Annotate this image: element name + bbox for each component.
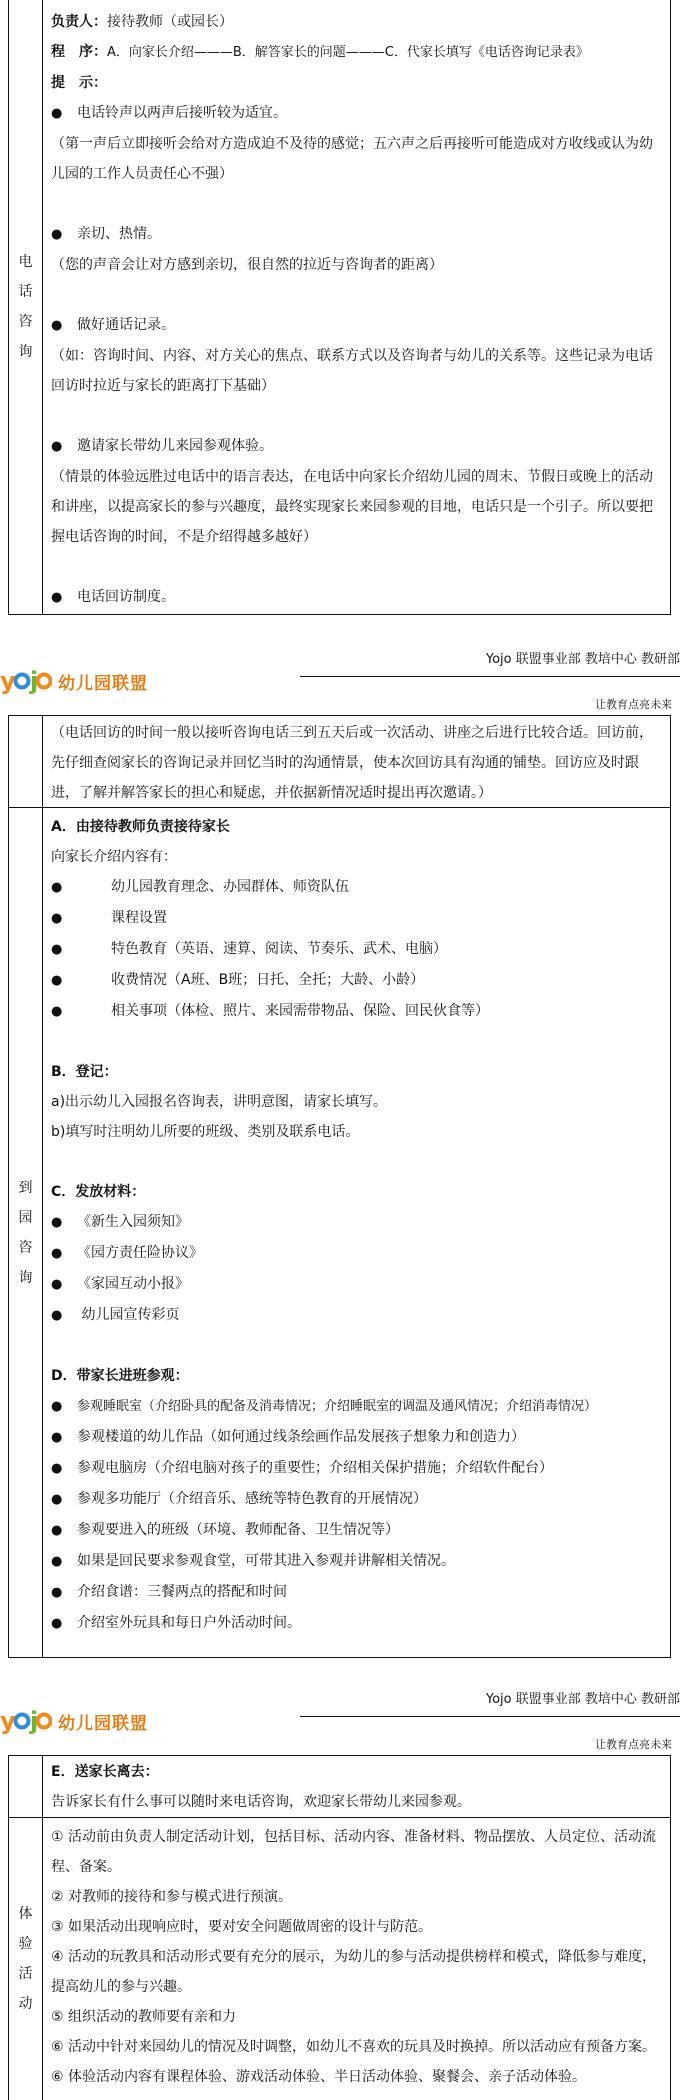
tip-item <box>51 98 664 129</box>
tip-note: （情景的体验远胜过电话中的语言表达，在电话中向家长介绍幼儿园的周末、节假日或晚上的活动和讲座，以提高家长的参与兴趣度，最终实现家长来园参观的目地，电话只是一个引子。所以要把握电话咨询的时间，不是介绍得越多越好） <box>51 469 653 545</box>
list-item <box>51 1546 664 1577</box>
bullet-icon: ● <box>51 1399 63 1414</box>
callback-table <box>8 715 671 808</box>
item-text: 介绍食谱：三餐两点的搭配和时间 <box>77 1584 287 1600</box>
item-text: 参观楼道的幼儿作品（如何通过线条绘画作品发展孩子想象力和创造力） <box>77 1429 525 1445</box>
org-name: Yojo 联盟事业部 教培中心 教研部 <box>485 652 680 667</box>
tip-title: 电话铃声以两声后接听较为适宜。 <box>77 105 287 121</box>
list-item <box>51 965 664 996</box>
list-item: ⑥ 体验活动内容有课程体验、游戏活动体验、半日活动体验、聚餐会、亲子活动体验。 <box>51 2069 586 2085</box>
section-a-intro: 向家长介绍内容有： <box>51 849 177 865</box>
item-text: 参观要进入的班级（环境、教师配备、卫生情况等） <box>77 1522 399 1538</box>
tip-item <box>51 582 664 613</box>
page-header <box>0 640 680 715</box>
item-text: 《新生入园须知》 <box>77 1214 189 1230</box>
bullet-icon: ● <box>51 1461 63 1476</box>
item-text: 《园方责任险协议》 <box>77 1245 203 1261</box>
list-item <box>51 1515 664 1546</box>
item-text: 幼儿园宣传彩页 <box>77 1307 180 1323</box>
bullet-icon: ● <box>51 942 63 957</box>
item-text: 相关事项（体检、照片、来园需带物品、保险、回民伙食等） <box>111 1003 489 1019</box>
list-item: ① 活动前由负责人制定活动计划，包括目标、活动内容、准备材料、物品摆放、人员定位、活动流程、备案。 <box>51 1829 656 1875</box>
list-item <box>51 1300 664 1331</box>
experience-label <box>19 1906 33 2012</box>
list-item <box>51 1269 664 1300</box>
list-item: ⑤ 组织活动的教师要有亲和力 <box>51 2009 237 2025</box>
tip-note: （如：咨询时间、内容、对方关心的焦点、联系方式以及咨询者与幼儿的关系等。这些记录为电话回访时拉近与家长的距离打下基础） <box>51 348 653 394</box>
list-item: ② 对教师的接待和参与模式进行预演。 <box>51 1889 292 1905</box>
experience-content <box>43 1818 670 2100</box>
tip-note: （您的声音会让对方感到亲切，很自然的拉近与咨询者的距离） <box>51 257 443 273</box>
list-item <box>51 1453 664 1484</box>
bullet-icon: ● <box>51 106 63 121</box>
page-header <box>0 1680 680 1755</box>
responsible-line <box>51 7 664 37</box>
bullet-icon: ● <box>51 439 63 454</box>
phone-consult-label <box>19 254 33 360</box>
list-item <box>51 934 664 965</box>
bullet-icon: ● <box>51 1277 63 1292</box>
header-rule <box>300 1716 680 1717</box>
item-text: 《家园互动小报》 <box>77 1276 189 1292</box>
list-item <box>51 1207 664 1238</box>
callback-text: （电话回访的时间一般以接听咨询电话三到五天后或一次活动、讲座之后进行比较合适。回访前，先仔细查阅家长的咨询记录并回忆当时的沟通情景，使本次回访具有沟通的铺垫。回访应及时跟进，了解并解答家长的担心和疑虑，并依据新情况适时提出再次邀请。） <box>51 725 653 801</box>
tip-title: 电话回访制度。 <box>77 589 175 605</box>
svg-text:y: y <box>0 667 16 695</box>
visit-consult-label-cell <box>9 808 43 1657</box>
section-c-title: C．发放材料： <box>51 1184 146 1200</box>
list-item <box>51 1391 664 1422</box>
section-e-text: 告诉家长有什么事可以随时来电话咨询，欢迎家长带幼儿来园参观。 <box>51 1794 471 1810</box>
bullet-icon: ● <box>51 1004 63 1019</box>
tip-title: 亲切、热情。 <box>77 226 161 242</box>
farewell-table <box>8 1755 671 1818</box>
svg-text:j: j <box>30 1707 39 1735</box>
bullet-icon: ● <box>51 1616 63 1631</box>
section-d-title: D．带家长进班参观： <box>51 1368 189 1384</box>
section-b-title: B．登记： <box>51 1064 118 1080</box>
item-text: 特色教育（英语、速算、阅读、节奏乐、武术、电脑） <box>111 941 447 957</box>
bullet-icon: ● <box>51 590 63 605</box>
label-char: 到 <box>18 1179 33 1196</box>
bullet-icon: ● <box>51 1492 63 1507</box>
logo <box>0 666 148 696</box>
tip-item <box>51 431 664 462</box>
tip-item <box>51 310 664 341</box>
header-rule <box>300 676 680 677</box>
field-label: 负责人： <box>51 14 107 30</box>
section-e-title: E．送家长离去： <box>51 1764 159 1780</box>
org-name: Yojo 联盟事业部 教培中心 教研部 <box>485 1692 680 1707</box>
bullet-icon: ● <box>51 1308 63 1323</box>
yojo-logo-icon <box>0 666 52 696</box>
callback-content <box>43 716 670 807</box>
experience-label-cell <box>9 1818 43 2100</box>
phone-consult-content <box>43 0 670 614</box>
bullet-icon: ● <box>51 1554 63 1569</box>
logo <box>0 1706 148 1736</box>
bullet-icon: ● <box>51 1585 63 1600</box>
phone-consult-table <box>8 0 671 615</box>
item-text: 介绍室外玩具和每日户外活动时间。 <box>77 1615 301 1631</box>
tip-note: （第一声后立即接听会给对方造成迫不及待的感觉；五六声之后再接听可能造成对方收线或认为幼儿园的工作人员责任心不强） <box>51 136 653 182</box>
svg-text:j: j <box>30 667 39 695</box>
yojo-logo-icon <box>0 1706 52 1736</box>
logo-text: 幼儿园联盟 <box>58 673 148 694</box>
label-char: 电 <box>18 254 33 270</box>
tip-title: 邀请家长带幼儿来园参观体验。 <box>77 438 273 454</box>
visit-consult-content <box>43 808 670 1657</box>
slogan: 让教育点亮未来 <box>595 1738 672 1751</box>
label-char: 咨 <box>18 314 33 330</box>
bullet-icon: ● <box>51 880 63 895</box>
item-text: 参观多功能厅（介绍音乐、感统等特色教育的开展情况） <box>77 1491 427 1507</box>
tip-title: 做好通话记录。 <box>77 317 175 333</box>
list-item: b)填写时注明幼儿所要的班级、类别及联系电话。 <box>51 1124 360 1140</box>
bullet-icon: ● <box>51 227 63 242</box>
bullet-icon: ● <box>51 1523 63 1538</box>
phone-consult-label-cell <box>9 0 43 614</box>
field-label: 程 序： <box>51 44 107 60</box>
label-char: 体 <box>18 1906 33 1922</box>
item-text: 幼儿园教育理念、办园群体、师资队伍 <box>111 879 349 895</box>
field-label: 提 示： <box>51 75 107 91</box>
bullet-icon: ● <box>51 973 63 988</box>
tips-line <box>51 68 664 98</box>
label-char: 园 <box>18 1209 33 1226</box>
section-a-title: A．由接待教师负责接待家长 <box>51 819 230 835</box>
slogan: 让教育点亮未来 <box>595 698 672 711</box>
label-char: 动 <box>18 1996 33 2012</box>
tip-item <box>51 219 664 250</box>
label-char: 验 <box>18 1936 33 1952</box>
label-char: 话 <box>18 284 33 300</box>
list-item <box>51 1422 664 1453</box>
label-char: 活 <box>18 1966 33 1982</box>
item-text: 参观电脑房（介绍电脑对孩子的重要性；介绍相关保护措施；介绍软件配台） <box>77 1460 553 1476</box>
bullet-icon: ● <box>51 318 63 333</box>
list-item: a)出示幼儿入园报名咨询表，讲明意图，请家长填写。 <box>51 1094 388 1110</box>
farewell-label-cell <box>9 1756 43 1817</box>
list-item <box>51 903 664 934</box>
field-value: A．向家长介绍———B．解答家长的问题———C．代家长填写《电话咨询记录表》 <box>107 45 589 60</box>
list-item: ③ 如果活动出现响应时，要对安全问题做周密的设计与防范。 <box>51 1919 432 1935</box>
logo-text: 幼儿园联盟 <box>58 1713 148 1734</box>
bullet-icon: ● <box>51 1430 63 1445</box>
callback-label-cell <box>9 716 43 807</box>
field-value: 接待教师（或园长） <box>107 14 233 30</box>
list-item <box>51 1577 664 1608</box>
experience-table <box>8 1818 671 2100</box>
label-char: 咨 <box>18 1239 33 1256</box>
visit-consult-label <box>19 1180 33 1286</box>
list-item <box>51 1238 664 1269</box>
label-char: 询 <box>18 344 33 360</box>
list-item: ⑥ 活动中针对来园幼儿的情况及时调整，如幼儿不喜欢的玩具及时换掉。所以活动应有预备方案。 <box>51 2039 656 2055</box>
list-item: ④ 活动的玩教具和活动形式要有充分的展示，为幼儿的参与活动提供榜样和模式，降低参与难度，提高幼儿的参与兴趣。 <box>51 1949 656 1995</box>
list-item <box>51 1484 664 1515</box>
list-item <box>51 872 664 903</box>
bullet-icon: ● <box>51 1215 63 1230</box>
label-char: 询 <box>18 1269 33 1286</box>
item-text: 参观睡眠室（介绍卧具的配备及消毒情况；介绍睡眠室的调温及通风情况；介绍消毒情况） <box>77 1399 598 1414</box>
list-item <box>51 996 664 1027</box>
procedure-line <box>51 37 664 68</box>
svg-text:y: y <box>0 1707 16 1735</box>
item-text: 收费情况（A班、B班；日托、全托；大龄、小龄） <box>111 972 425 988</box>
bullet-icon: ● <box>51 1246 63 1261</box>
list-item <box>51 1608 664 1639</box>
farewell-content <box>43 1756 670 1817</box>
item-text: 课程设置 <box>111 910 167 926</box>
item-text: 如果是回民要求参观食堂，可带其进入参观并讲解相关情况。 <box>77 1553 455 1569</box>
bullet-icon: ● <box>51 911 63 926</box>
visit-consult-table <box>8 808 671 1658</box>
